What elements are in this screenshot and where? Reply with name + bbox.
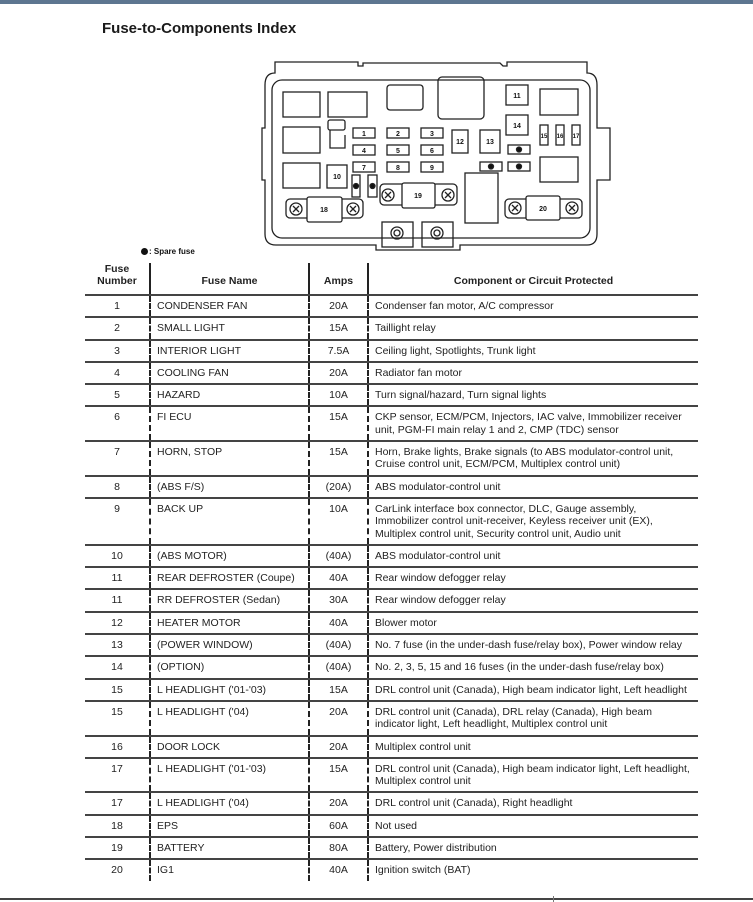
fuse-amps: 20A [309,701,368,736]
header-fuse-name: Fuse Name [150,263,309,295]
table-row [85,701,698,736]
bottom-divider [0,898,753,900]
table-row [85,498,698,545]
fuse-label-4: 4 [362,148,366,155]
table-row [85,837,698,859]
fuse-number: 9 [85,498,150,545]
fuse-component: ABS modulator-control unit [368,545,698,567]
table-row [85,476,698,498]
table-row [85,441,698,476]
table-row [85,340,698,362]
fuse-component: Taillight relay [368,317,698,339]
table-row [85,815,698,837]
fuse-name: HORN, STOP [150,441,309,476]
fuse-component: No. 7 fuse (in the under-dash fuse/relay box), Power window relay [368,634,698,656]
fuse-label-20: 20 [539,206,547,213]
fuse-label-3: 3 [430,131,434,138]
fuse-name: L HEADLIGHT ('01-'03) [150,758,309,793]
bottom-tick [553,896,554,902]
fuse-name: HAZARD [150,384,309,406]
fuse-name: (POWER WINDOW) [150,634,309,656]
fuse-name: COOLING FAN [150,362,309,384]
fuse-name: (ABS MOTOR) [150,545,309,567]
fuse-name: HEATER MOTOR [150,612,309,634]
fuse-label-18: 18 [320,207,328,214]
table-row [85,758,698,793]
fuse-component: Not used [368,815,698,837]
fuse-label-14: 14 [513,123,521,130]
fuse-name: DOOR LOCK [150,736,309,758]
fuse-number: 14 [85,656,150,678]
table-row [85,612,698,634]
fuse-amps: 60A [309,815,368,837]
fuse-amps: 40A [309,612,368,634]
table-row [85,656,698,678]
fuse-amps: (40A) [309,545,368,567]
fuse-amps: 15A [309,758,368,793]
fuse-number: 1 [85,295,150,317]
spare-fuse-legend [141,247,195,256]
fuse-name: L HEADLIGHT ('01-'03) [150,679,309,701]
fuse-label-9: 9 [430,165,434,172]
fuse-name: FI ECU [150,406,309,441]
table-row [85,567,698,589]
fuse-component: DRL control unit (Canada), High beam indicator light, Left headlight, Multiplex control unit [368,758,698,793]
fuse-name: (ABS F/S) [150,476,309,498]
fuse-component: DRL control unit (Canada), Right headlight [368,792,698,814]
fuse-label-8: 8 [396,165,400,172]
table-header-row [85,263,698,295]
fuse-component: Radiator fan motor [368,362,698,384]
fuse-number: 20 [111,864,123,877]
fuse-component: Horn, Brake lights, Brake signals (to ABS modulator-control unit, Cruise control unit, ECM/PCM, Multiplex control unit) [368,441,698,476]
spare-fuse-label: : Spare fuse [149,247,195,256]
fuse-amps: (20A) [309,476,368,498]
fuse-label-15: 15 [540,134,548,140]
fuse-amps: 15A [309,406,368,441]
fuse-component: Condenser fan motor, A/C compressor [368,295,698,317]
fuse-component: DRL control unit (Canada), High beam indicator light, Left headlight [368,679,698,701]
fuse-label-16: 16 [556,134,564,140]
fuse-label-2: 2 [396,131,400,138]
spare-fuse-icon [141,248,148,255]
header-component: Component or Circuit Protected [368,263,698,295]
fuse-label-6: 6 [430,148,434,155]
fuse-name: SMALL LIGHT [150,317,309,339]
fuse-amps: 20A [309,362,368,384]
fuse-component: Blower motor [368,612,698,634]
fuse-label-13: 13 [486,139,494,146]
fuse-amps: 15A [309,679,368,701]
table-row [85,545,698,567]
fuse-name: BATTERY [150,837,309,859]
fuse-name: L HEADLIGHT ('04) [150,792,309,814]
fuse-number: 17 [85,792,150,814]
fuse-number: 11 [85,567,150,589]
fuse-name: (OPTION) [150,656,309,678]
table-row [85,406,698,441]
fuse-number: 3 [85,340,150,362]
fuse-name: INTERIOR LIGHT [150,340,309,362]
mini-fuses [353,128,443,172]
fuse-amps: 7.5A [309,340,368,362]
fuse-component: No. 2, 3, 5, 15 and 16 fuses (in the under-dash fuse/relay box) [368,656,698,678]
spare-fuses [352,145,530,197]
fuse-number: 17 [85,758,150,793]
fuse-amps: (40A) [309,634,368,656]
header-amps: Amps [309,263,368,295]
fuse-amps: 20A [309,792,368,814]
page-title: Fuse-to-Components Index [102,20,297,37]
fuse-number: 7 [85,441,150,476]
fuse-number: 10 [85,545,150,567]
table-row [85,792,698,814]
fuse-name: L HEADLIGHT ('04) [150,701,309,736]
table-row [85,679,698,701]
fuse-label-11: 11 [513,93,521,100]
fuse-number: 12 [85,612,150,634]
fuse-index-table [85,263,698,881]
header-fuse-number: Fuse Number [85,263,150,295]
fuse-amps: 30A [309,589,368,611]
fuse-number: 6 [85,406,150,441]
table-row [85,859,698,880]
table-row [85,362,698,384]
fuse-number: 15 [85,679,150,701]
fuse-label-12: 12 [456,139,464,146]
fuse-label-5: 5 [396,148,400,155]
fuse-number: 4 [85,362,150,384]
fuse-label-19: 19 [414,193,422,200]
table-row [85,384,698,406]
fuse-number: 15 [85,701,150,736]
fuse-component: CKP sensor, ECM/PCM, Injectors, IAC valve, Immobilizer receiver unit, PGM-FI main relay 1 and 2, CMP (TDC) sensor [368,406,698,441]
fuse-number: 5 [85,384,150,406]
fuse-amps: 15A [309,317,368,339]
fuse-component: Ceiling light, Spotlights, Trunk light [368,340,698,362]
fuse-label-7: 7 [362,165,366,172]
fuse-amps: 20A [309,736,368,758]
fuse-number: 19 [85,837,150,859]
table-row [85,589,698,611]
fuse-number: 16 [85,736,150,758]
fuse-component: Ignition switch (BAT) [368,859,698,880]
fuse-box-diagram [0,0,753,260]
fuse-amps: 20A [309,295,368,317]
fuse-number: 8 [85,476,150,498]
fuse-component: Battery, Power distribution [368,837,698,859]
table-row [85,634,698,656]
fuse-component: CarLink interface box connector, DLC, Gauge assembly, Immobilizer control unit-receiver, Keyless receiver unit (EX), Multiplex control unit, Security control unit, Audio unit [368,498,698,545]
fuse-number: 13 [85,634,150,656]
fuse-number: 11 [85,589,150,611]
fuse-amps: 10A [309,384,368,406]
fuse-component: Rear window defogger relay [368,589,698,611]
fuse-component: Rear window defogger relay [368,567,698,589]
fuse-name: CONDENSER FAN [150,295,309,317]
fuse-label-1: 1 [362,131,366,138]
fuse-name: BACK UP [150,498,309,545]
table-row [85,317,698,339]
fuse-component: Multiplex control unit [368,736,698,758]
fuse-number: 18 [85,815,150,837]
fuse-component: ABS modulator-control unit [368,476,698,498]
fuse-amps: (40A) [309,656,368,678]
fuse-amps: 15A [309,441,368,476]
table-row [85,295,698,317]
fuse-label-17: 17 [572,134,580,140]
fuse-amps: 10A [309,498,368,545]
fuse-amps: 40A [309,567,368,589]
fuse-component: Turn signal/hazard, Turn signal lights [368,384,698,406]
fuse-name: REAR DEFROSTER (Coupe) [150,567,309,589]
fuse-amps: 80A [309,837,368,859]
fuse-name: RR DEFROSTER (Sedan) [150,589,309,611]
fuse-number: 2 [85,317,150,339]
table-row [85,736,698,758]
fuse-component: DRL control unit (Canada), DRL relay (Canada), High beam indicator light, Left headlight, Multiplex control unit [368,701,698,736]
fuse-amps: 40A [309,859,368,880]
fuse-name: IG1 [150,859,309,880]
fuse-label-10: 10 [333,174,341,181]
fuse-name: EPS [150,815,309,837]
